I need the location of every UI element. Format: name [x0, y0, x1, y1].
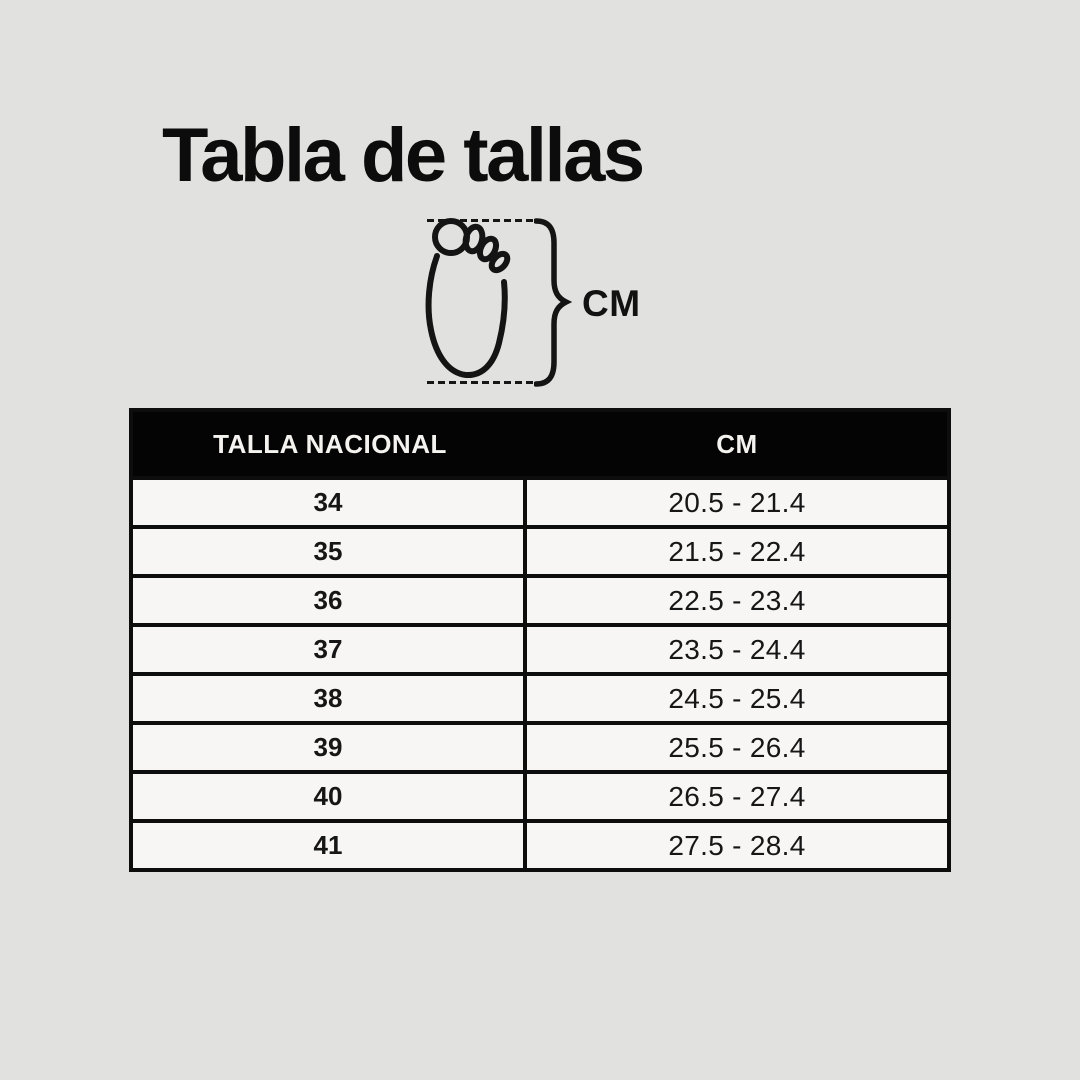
cell-talla: 34 — [133, 480, 527, 525]
cell-talla: 37 — [133, 627, 527, 672]
cell-cm: 24.5 - 25.4 — [668, 682, 806, 714]
column-header-cm: CM — [716, 428, 758, 459]
measurement-brace-icon — [534, 218, 572, 388]
cell-cm: 25.5 - 26.4 — [668, 731, 806, 763]
cell-talla: 41 — [133, 823, 527, 868]
cell-cm: 22.5 - 23.4 — [668, 584, 806, 616]
cell-cm: 27.5 - 28.4 — [668, 829, 806, 861]
table-row — [133, 819, 947, 868]
table-row — [133, 525, 947, 574]
table-row — [133, 770, 947, 819]
table-row — [133, 476, 947, 525]
cell-cm: 26.5 - 27.4 — [668, 780, 806, 812]
cell-cm: 23.5 - 24.4 — [668, 633, 806, 665]
table-row — [133, 623, 947, 672]
cell-talla: 35 — [133, 529, 527, 574]
table-row — [133, 672, 947, 721]
cell-talla: 39 — [133, 725, 527, 770]
column-header-talla-nacional: TALLA NACIONAL — [213, 428, 447, 459]
page-title: Tabla de tallas — [162, 113, 643, 198]
cell-talla: 40 — [133, 774, 527, 819]
cell-talla: 38 — [133, 676, 527, 721]
size-table — [129, 408, 951, 872]
footprint-icon — [424, 214, 520, 386]
cell-talla: 36 — [133, 578, 527, 623]
table-row — [133, 574, 947, 623]
cell-cm: 21.5 - 22.4 — [668, 535, 806, 567]
table-row — [133, 721, 947, 770]
cell-cm: 20.5 - 21.4 — [668, 486, 806, 518]
unit-label: CM — [582, 283, 641, 324]
table-header-row — [133, 412, 947, 476]
